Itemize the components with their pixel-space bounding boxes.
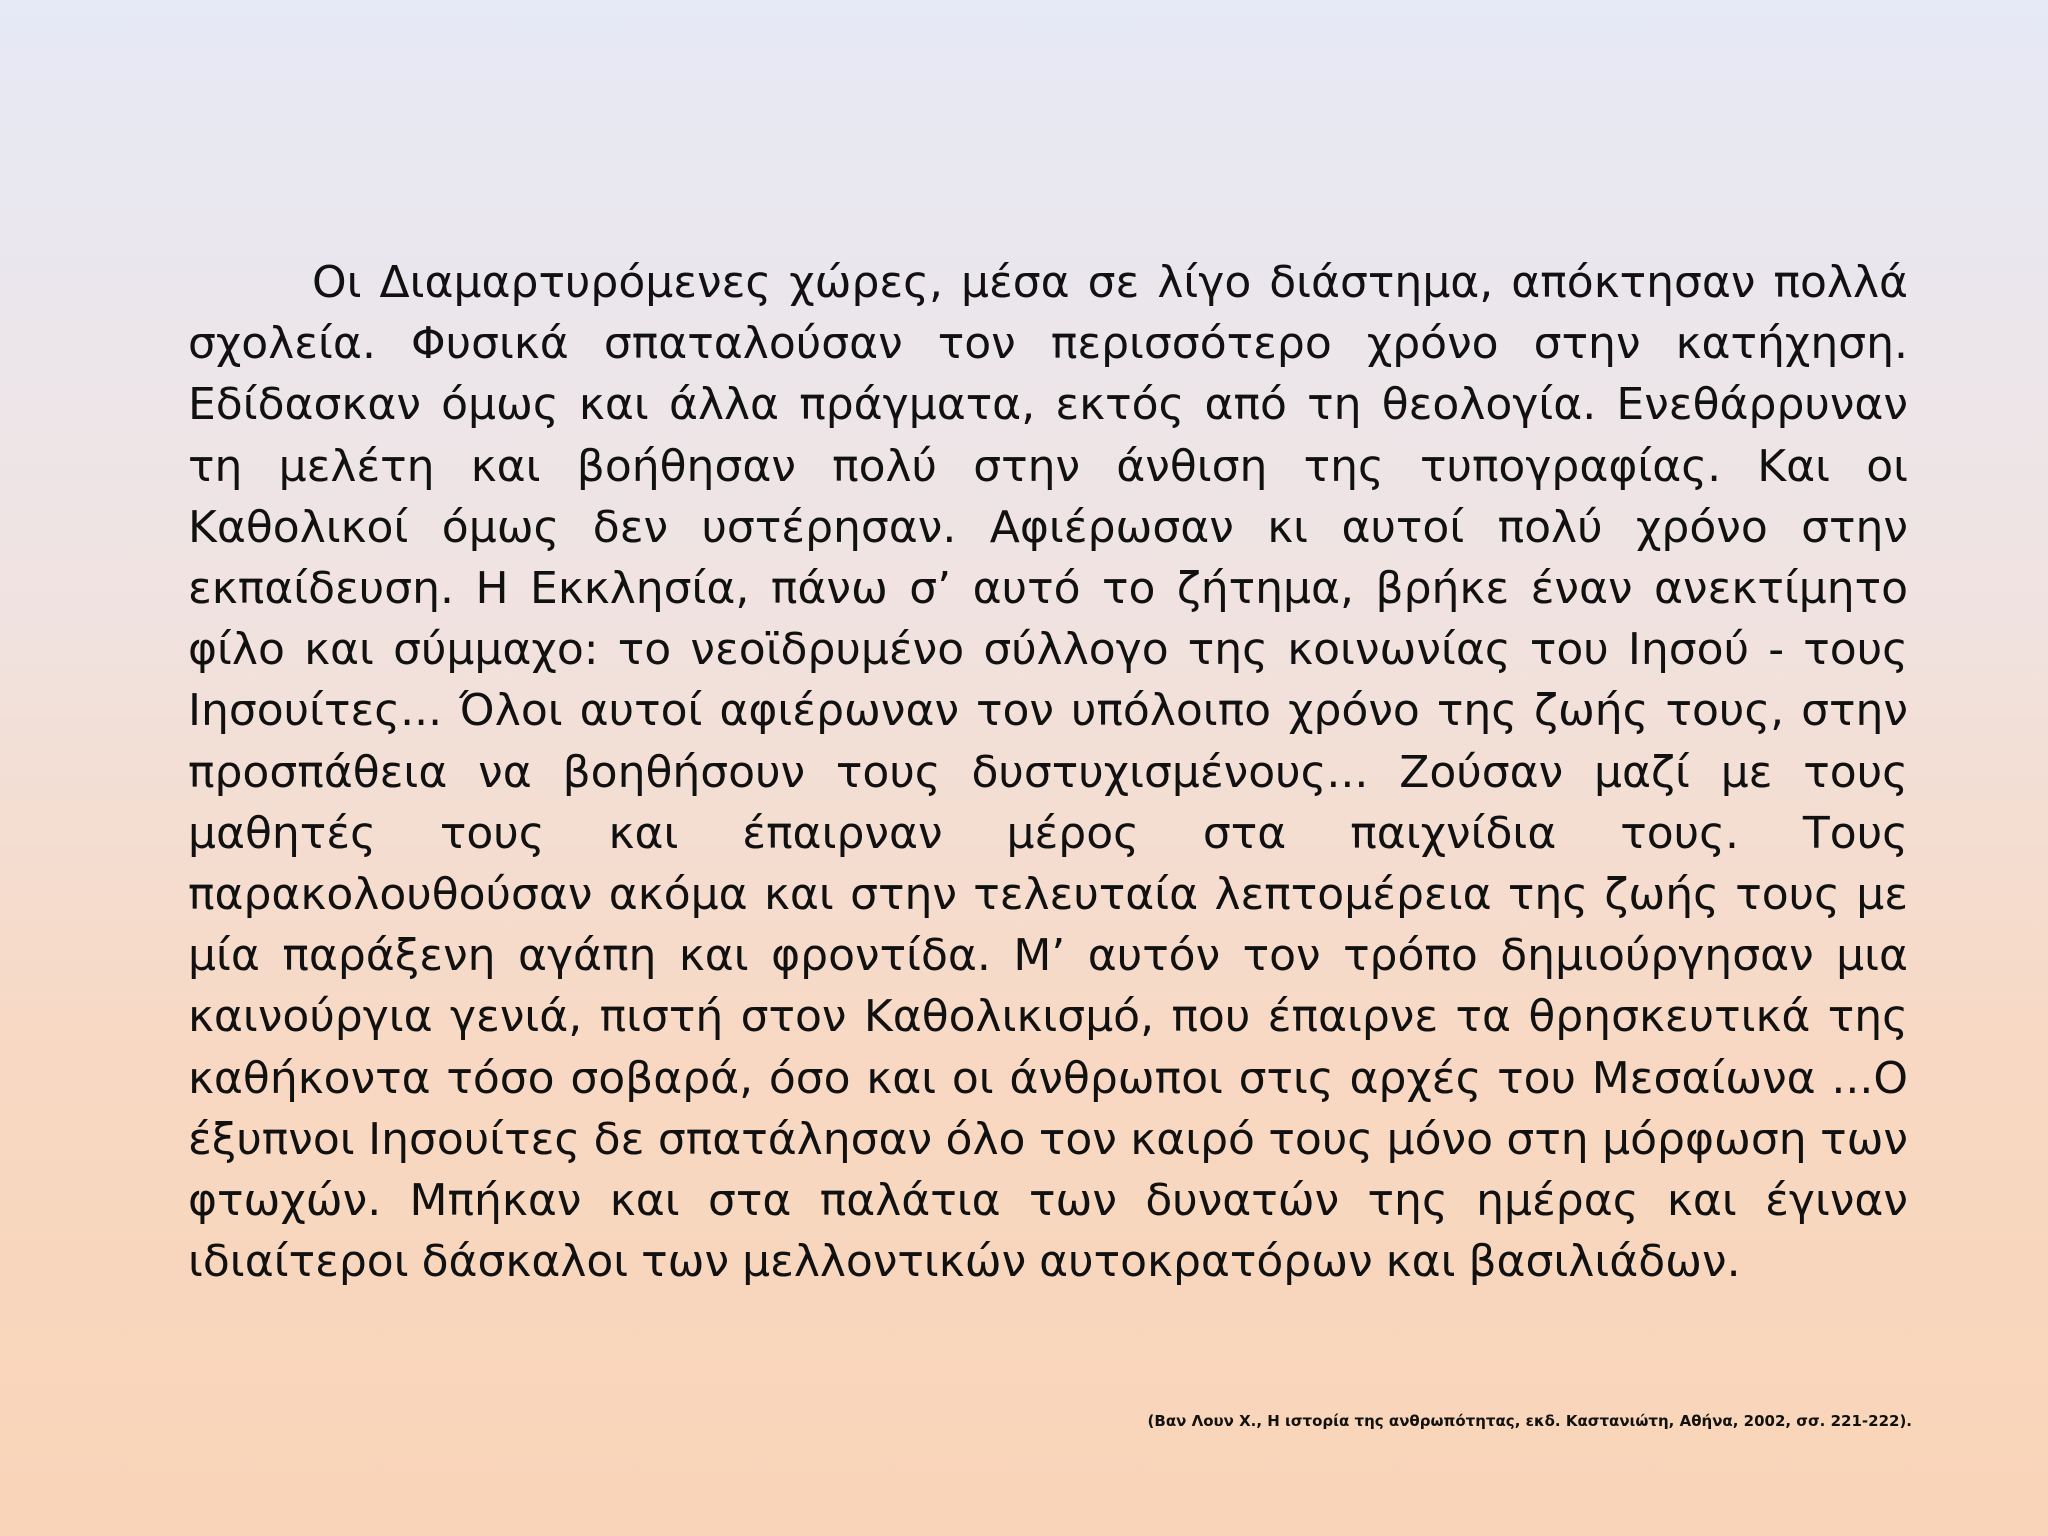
source-citation: (Βαν Λουν Χ., Η ιστορία της ανθρωπότητας, εκδ. Καστανιώτη, Αθήνα, 2002, σσ. 221-222).	[1147, 1412, 1912, 1430]
body-paragraph: Οι Διαμαρτυρόμενες χώρες, μέσα σε λίγο διάστημα, απόκτησαν πολλά σχολεία. Φυσικά σπαταλούσαν τον περισσότερο χρόνο στην κατήχηση. Εδίδασκαν όμως και άλλα πράγματα, εκτός από τη θεολογία. Ενεθάρρυναν τη μελέτη και βοήθησαν πολύ στην άνθιση της τυπογραφίας. Και οι Καθολικοί όμως δεν υστέρησαν. Αφιέρωσαν κι αυτοί πολύ χρόνο στην εκπαίδευση. Η Εκκλησία, πάνω σ’ αυτό το ζήτημα, βρήκε έναν ανεκτίμητο φίλο και σύμμαχο: το νεοϊδρυμένο σύλλογο της κοινωνίας του Ιησού - τους Ιησουίτες... Όλοι αυτοί αφιέρωναν τον υπόλοιπο χρόνο της ζωής τους, στην προσπάθεια να βοηθήσουν τους δυστυχισμένους... Ζούσαν μαζί με τους μαθητές τους και έπαιρναν μέρος στα παιχνίδια τους. Τους παρακολουθούσαν ακόμα και στην τελευταία λεπτομέρεια της ζωής τους με μία παράξενη αγάπη και φροντίδα. Μ’ αυτόν τον τρόπο δημιούργησαν μια καινούργια γενιά, πιστή στον Καθολικισμό, που έπαιρνε τα θρησκευτικά της καθήκοντα τόσο σοβαρά, όσο και οι άνθρωποι στις αρχές του Μεσαίωνα ...Ο έξυπνοι Ιησουίτες δε σπατάλησαν όλο τον καιρό τους μόνο στη μόρφωση των φτωχών. Μπήκαν και στα παλάτια των δυνατών της ημέρας και έγιναν ιδιαίτεροι δάσκαλοι των μελλοντικών αυτοκρατόρων και βασιλιάδων.	[188, 257, 1908, 1288]
